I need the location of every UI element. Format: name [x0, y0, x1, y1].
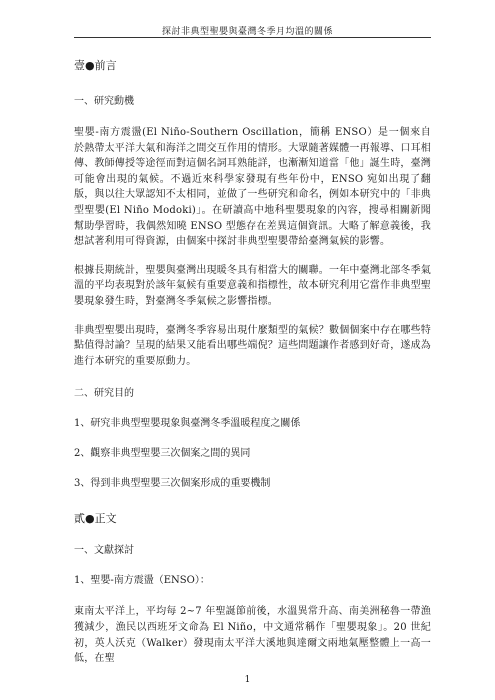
topic-heading-enso: 1、聖嬰-南方震盪（ENSO）：	[74, 575, 210, 587]
goal-item-1: 1、研究非典型聖嬰現象與臺灣冬季溫暖程度之關係	[74, 418, 301, 430]
subsection-heading-motivation: 一、研究動機	[74, 96, 134, 107]
page-number: 1	[244, 675, 251, 685]
header-rule	[74, 37, 431, 38]
goal-item-3: 3、得到非典型聖嬰三次個案形成的重要機制	[74, 478, 271, 490]
paragraph-enso-intro: 聖嬰-南方震盪(El Niño-Southern Oscillation，簡稱 ENSO）是一個來自於熱帶太平洋大氣和海洋之間交互作用的情形。大眾隨著媒體一再報導、口耳相傳、教師傳授等途徑而對這個名詞耳熟能詳，也漸漸知道當「他」誕生時，臺灣可能會出現的氣候。不過近來科學家發現有些年份中，ENSO 宛如出現了翻版，與以往大眾認知不太相同，並做了一些研究和命名，例如本研究中的「非典型聖嬰(El Niño Modoki)」。在研讀高中地科聖嬰現象的內容，搜尋相關新聞幫助學習時，我偶然知曉 ENSO 型態存在差異這個資訊。大略了解意義後，我想試著利用可得資源，由個案中探討非典型聖嬰帶給臺灣氣候的影響。	[74, 127, 431, 248]
paragraph-questions: 非典型聖嬰出現時，臺灣冬季容易出現什麼類型的氣候？數個個案中存在哪些特點值得討論？呈現的結果又能看出哪些端倪？這些問題讓作者感到好奇，遂成為進行本研究的重要原動力。	[74, 324, 431, 367]
paragraph-enso-history: 東南太平洋上，平均每 2~7 年聖誕節前後，水溫異常升高、南美洲秘魯一帶漁獲減少，漁民以西班牙文命為 El Niño，中文通常稱作「聖嬰現象」。20 世紀初，英人沃克（Walker）發現南太平洋大溪地與達爾文兩地氣壓整體上一高一低，在聖	[74, 606, 431, 665]
page-content	[74, 58, 431, 680]
paragraph-statistics: 根據長期統計，聖嬰與臺灣出現暖冬具有相當大的關聯。一年中臺灣北部冬季氣溫的平均表現對於該年氣候有重要意義和指標性，故本研究利用它當作非典型聖嬰現象發生時，對臺灣冬季氣候之影響指標。	[74, 264, 431, 307]
subsection-heading-literature: 一、文獻探討	[74, 545, 134, 557]
section-heading-body: 貳●正文	[74, 512, 117, 526]
subsection-heading-purpose: 二、研究目的	[74, 388, 134, 400]
running-header: 探討非典型聖嬰與臺灣冬季月均溫的關係	[161, 27, 333, 37]
section-heading-preface: 壹●前言	[74, 59, 117, 72]
goal-item-2: 2、觀察非典型聖嬰三次個案之間的異同	[74, 448, 251, 460]
